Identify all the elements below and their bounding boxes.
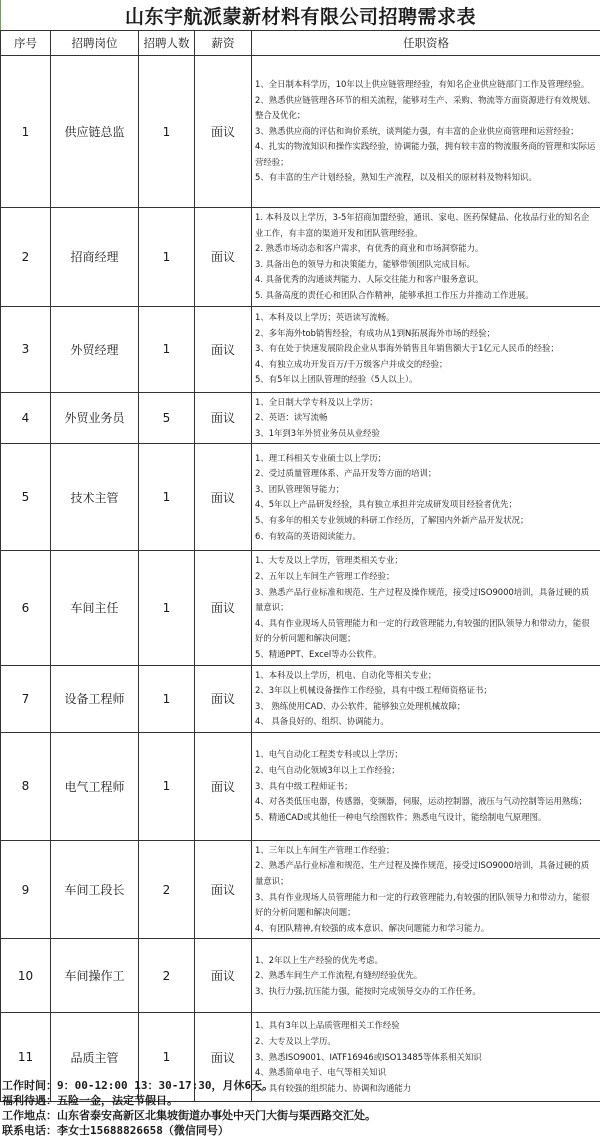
row-count: 5 xyxy=(139,392,195,444)
row-salary: 面议 xyxy=(195,665,252,732)
requirement-item: 1、电气自动化工程类专科或以上学历； xyxy=(255,749,403,760)
row-requirements xyxy=(252,551,600,665)
requirement-item: 1、三年以上车间生产管理工作经验； xyxy=(255,844,395,855)
requirement-item: 5. 具备高度的责任心和团队合作精神，能够承担工作压力并推动工作进展。 xyxy=(255,289,534,300)
contact-phone: 联系电话：李女士15688826658（微信同号） xyxy=(2,1124,229,1137)
requirement-item: 5、有5年以上团队管理的经验（5人以上）。 xyxy=(255,374,418,385)
row-position: 供应链总监 xyxy=(51,56,139,208)
requirement-item: 1、具有3年以上品质管理相关工作经验 xyxy=(255,1020,400,1031)
row-no: 7 xyxy=(1,665,51,732)
requirement-item: 1、2年以上生产经验的优先考虑。 xyxy=(255,954,383,965)
row-count: 1 xyxy=(139,208,195,307)
requirement-item: 4、有独立成功开发百万/千万级客户并成交的经验； xyxy=(255,358,448,369)
row-count: 1 xyxy=(139,665,195,732)
table-row xyxy=(1,939,600,1013)
row-salary: 面议 xyxy=(195,392,252,444)
row-no: 2 xyxy=(1,208,51,307)
row-requirements xyxy=(252,444,600,551)
requirement-item: 3、1年到3年外贸业务员从业经验 xyxy=(255,427,380,438)
row-requirements xyxy=(252,665,600,732)
row-position: 技术主管 xyxy=(51,444,139,551)
requirement-item: 3、有在处于快速发展阶段企业从事海外销售且年销售额大于1亿元人民币的经验； xyxy=(255,343,559,354)
work-hours: 工作时间：9：00-12:00 13：30-17:30，月休6天。 xyxy=(2,1079,274,1092)
requirement-item: 1. 本科及以上学历，3-5年招商加盟经验，通讯、家电、医药保健品、化妆品行业的知名企业工作，有丰富的渠道开发和团队管理经验。 xyxy=(255,212,590,238)
row-no: 10 xyxy=(1,939,51,1013)
header-no: 序号 xyxy=(1,31,51,56)
requirement-item: 4. 具备优秀的沟通谈判能力、人际交往能力和客户服务意识。 xyxy=(255,274,484,285)
row-salary: 面议 xyxy=(195,939,252,1013)
requirement-item: 4、对各类低压电器，传感器，变频器，伺服，运动控制器，液压与气动控制等运用熟练； xyxy=(255,796,587,807)
row-position: 车间主任 xyxy=(51,551,139,665)
row-requirements xyxy=(252,56,600,208)
requirement-item: 5、精通CAD或其他任一种电气绘图软件；熟悉电气设计，能绘制电气原理图。 xyxy=(255,811,547,822)
table-row xyxy=(1,444,600,551)
row-position: 招商经理 xyxy=(51,208,139,307)
table-row xyxy=(1,306,600,392)
requirement-item: 1、大专及以上学历，管理类相关专业； xyxy=(255,555,403,566)
row-salary: 面议 xyxy=(195,551,252,665)
requirement-item: 5、有丰富的生产计划经验，熟知生产流程，以及相关的原材料及物料知识。 xyxy=(255,172,537,183)
row-salary: 面议 xyxy=(195,306,252,392)
requirement-item: 3. 具备出色的领导力和决策能力，能够带领团队完成目标。 xyxy=(255,258,476,269)
requirement-item: 4、5年以上产品研发经验，具有独立承担并完成研发项目经验者优先； xyxy=(255,499,517,510)
row-requirements xyxy=(252,208,600,307)
row-position: 车间操作工 xyxy=(51,939,139,1013)
row-count: 2 xyxy=(139,840,195,939)
requirement-item: 3、具有中级工程师证书； xyxy=(255,780,353,791)
header-salary: 薪资 xyxy=(195,31,252,56)
row-no: 4 xyxy=(1,392,51,444)
requirement-item: 2、五年以上车间生产管理工作经验； xyxy=(255,570,395,581)
row-position: 品质主管 xyxy=(51,1013,139,1102)
footer-info xyxy=(2,1078,598,1138)
row-no: 6 xyxy=(1,551,51,665)
header-requirements: 任职资格 xyxy=(252,31,600,56)
row-requirements xyxy=(252,732,600,840)
requirement-item: 2、3年以上机械设备操作工作经验，具有中级工程师资格证书； xyxy=(255,685,492,696)
header-count: 招聘人数 xyxy=(139,31,195,56)
requirement-item: 3、熟悉产品行业标准和规范、生产过程及操作规范，接受过ISO9000培训，具备过硬的质量意识； xyxy=(255,586,590,613)
sheet-title: 山东宇航派蒙新材料有限公司招聘需求表 xyxy=(0,0,600,30)
row-no: 5 xyxy=(1,444,51,551)
requirement-item: 1、全日制本科学历，10年以上供应链管理经验，有知名企业供应链部门工作及管理经验。 xyxy=(255,78,590,89)
row-count: 1 xyxy=(139,551,195,665)
row-salary: 面议 xyxy=(195,1013,252,1102)
requirement-item: 1、本科及以上学历；英语读写流畅。 xyxy=(255,312,395,323)
benefits: 福利待遇：五险一金，法定节假日。 xyxy=(2,1094,178,1107)
header-row xyxy=(1,31,600,56)
work-location: 工作地点：山东省泰安高新区北集坡街道办事处中天门大街与渠西路交汇处。 xyxy=(2,1109,376,1122)
row-count: 1 xyxy=(139,444,195,551)
requirement-item: 2、英语：读写流畅 xyxy=(255,412,328,423)
row-position: 设备工程师 xyxy=(51,665,139,732)
requirement-item: 3、 熟练使用CAD、办公软件，能够独立处理机械故障； xyxy=(255,700,466,711)
table-row xyxy=(1,551,600,665)
row-salary: 面议 xyxy=(195,732,252,840)
row-count: 1 xyxy=(139,732,195,840)
requirement-item: 4、扎实的物流知识和操作实践经验，协调能力强，拥有较丰富的物流服务商的管理和实际运营经验； xyxy=(255,141,596,167)
row-count: 1 xyxy=(139,306,195,392)
row-position: 车间工段长 xyxy=(51,840,139,939)
row-no: 3 xyxy=(1,306,51,392)
requirement-item: 5、具有较强的组织能力、协调和沟通能力 xyxy=(255,1082,412,1093)
requirement-item: 1、理工科相关专业硕士以上学历； xyxy=(255,452,386,463)
header-position: 招聘岗位 xyxy=(51,31,139,56)
row-no: 8 xyxy=(1,732,51,840)
row-requirements xyxy=(252,306,600,392)
requirement-item: 3、熟悉供应商的评估和询价系统，谈判能力强，有丰富的企业供应商管理和运营经验； xyxy=(255,125,579,136)
table-row xyxy=(1,392,600,444)
requirement-item: 1、全日制大学专科及以上学历； xyxy=(255,396,378,407)
requirement-item: 4、 具备良好的、组织、协调能力。 xyxy=(255,716,389,727)
row-requirements xyxy=(252,939,600,1013)
recruitment-table xyxy=(0,30,600,1102)
row-position: 电气工程师 xyxy=(51,732,139,840)
requirement-item: 6、有较高的英语阅读能力。 xyxy=(255,530,361,541)
row-count: 1 xyxy=(139,1013,195,1102)
requirement-item: 2、受过质量管理体系、产品开发等方面的培训； xyxy=(255,468,437,479)
table-row xyxy=(1,840,600,939)
requirement-item: 4、熟悉简单电子、电气等相关知识 xyxy=(255,1067,386,1078)
row-requirements xyxy=(252,840,600,939)
table-row xyxy=(1,732,600,840)
requirement-item: 5、精通PPT、Excel等办公软件。 xyxy=(255,648,382,659)
requirement-item: 1、本科及以上学历，机电、自动化等相关专业； xyxy=(255,669,437,680)
requirement-item: 3、具有作业现场人员管理能力和一定的行政管理能力,有较强的团队领导力和带动力，能很好的分析问题和解决问题； xyxy=(255,891,590,918)
requirement-item: 4、有团队精神,有较强的成本意识、解决问题能力和学习能力。 xyxy=(255,922,490,933)
row-salary: 面议 xyxy=(195,208,252,307)
table-row xyxy=(1,665,600,732)
requirement-item: 2、电气自动化领域3年以上工作经验； xyxy=(255,764,400,775)
requirement-item: 2. 熟悉市场动态和客户需求，有优秀的商业和市场洞察能力。 xyxy=(255,243,484,254)
requirement-item: 3、熟悉ISO9001、IATF16946或ISO13485等体系相关知识 xyxy=(255,1051,482,1062)
row-no: 1 xyxy=(1,56,51,208)
row-no: 9 xyxy=(1,840,51,939)
row-salary: 面议 xyxy=(195,444,252,551)
requirement-item: 5、有多年的相关专业领域的科研工作经历，了解国内外新产品开发状况； xyxy=(255,514,529,525)
requirement-item: 4、具有作业现场人员管理能力和一定的行政管理能力,有较强的团队领导力和带动力，能很好的分析问题和解决问题； xyxy=(255,617,590,644)
requirement-item: 3、团队管理领导能力； xyxy=(255,483,345,494)
row-no: 11 xyxy=(1,1013,51,1102)
requirement-item: 2、熟悉产品行业标准和规范、生产过程及操作规范，接受过ISO9000培训，具备过硬的质量意识； xyxy=(255,860,590,887)
table-row xyxy=(1,208,600,307)
table-row xyxy=(1,56,600,208)
row-salary: 面议 xyxy=(195,56,252,208)
requirement-item: 2、熟悉供应链管理各环节的相关流程，能够对生产、采购、物流等方面资源进行有效规划、整合及优化； xyxy=(255,94,596,121)
row-count: 1 xyxy=(139,56,195,208)
requirement-item: 2、多年海外tob销售经验，有成功从1到N拓展海外市场的经验； xyxy=(255,327,496,338)
row-count: 2 xyxy=(139,939,195,1013)
row-requirements xyxy=(252,392,600,444)
requirement-item: 2、大专及以上学历。 xyxy=(255,1036,336,1047)
requirement-item: 3、执行力强,抗压能力强，能按时完成领导交办的工作任务。 xyxy=(255,985,481,996)
row-position: 外贸经理 xyxy=(51,306,139,392)
row-position: 外贸业务员 xyxy=(51,392,139,444)
requirement-item: 2、熟悉车间生产工作流程,有缝纫经验优先。 xyxy=(255,970,423,981)
row-salary: 面议 xyxy=(195,840,252,939)
